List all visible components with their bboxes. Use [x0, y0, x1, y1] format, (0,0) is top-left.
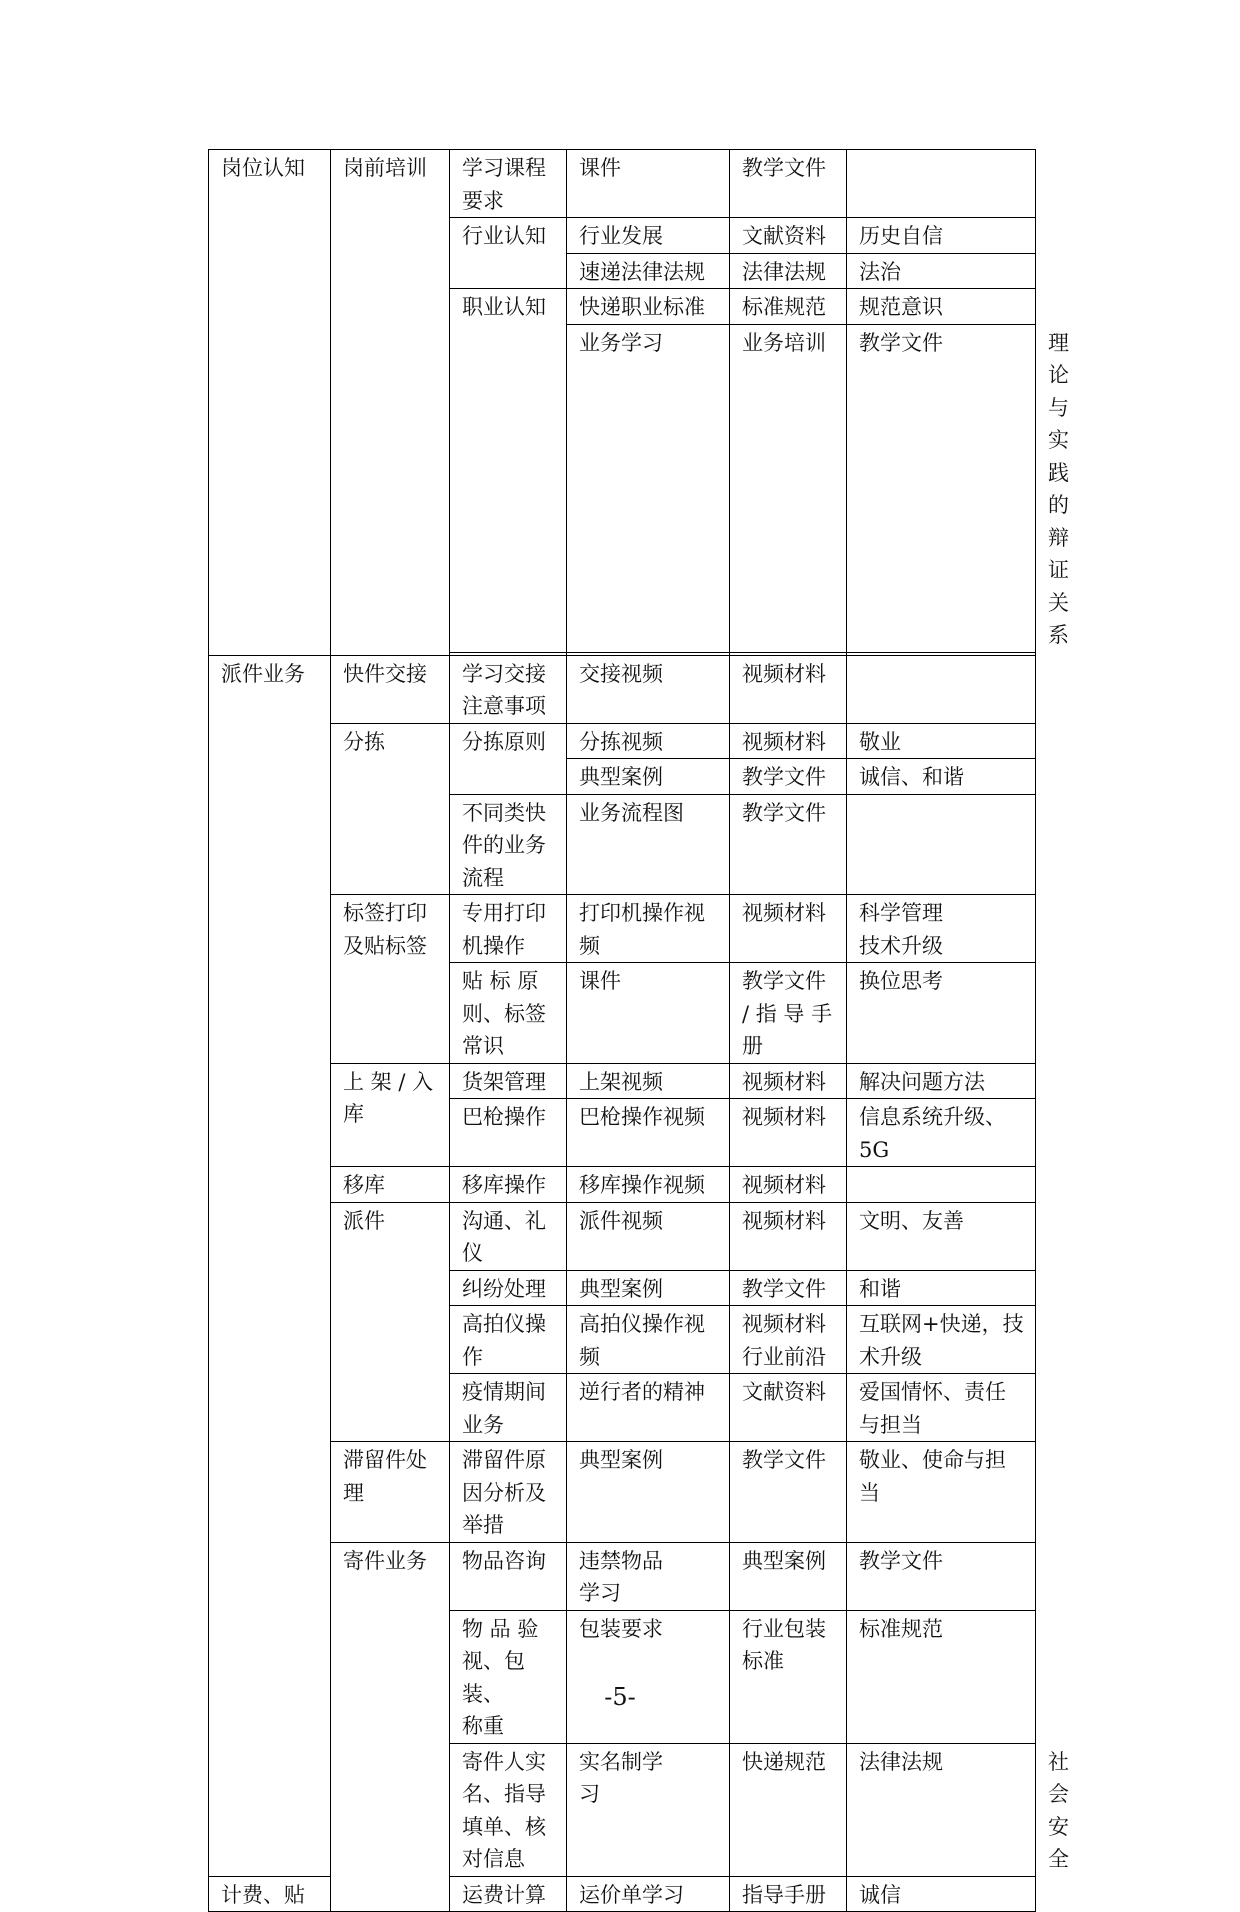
table-cell: 物品咨询: [450, 1542, 567, 1610]
table-cell: 业务流程图: [567, 794, 730, 895]
table-cell: 课件: [567, 963, 730, 1064]
table-cell: 快递规范: [730, 1743, 847, 1876]
table-cell: 移库: [331, 1167, 450, 1203]
table-cell: 课件: [567, 150, 730, 218]
table-cell: 解决问题方法: [847, 1063, 1036, 1099]
table-cell: 视频材料: [730, 723, 847, 759]
table-cell: 学习课程 要求: [450, 150, 567, 218]
table-cell: 文明、友善: [847, 1202, 1036, 1270]
table-row: [209, 1167, 1036, 1203]
table-cell: 教学文件: [730, 759, 847, 795]
table-cell: 教学文件 / 指 导 手 册: [730, 963, 847, 1064]
table-cell: 寄件人实 名、指导 填单、核 对信息: [450, 1743, 567, 1876]
table-cell: [847, 794, 1036, 895]
table-cell: 视频材料: [730, 1063, 847, 1099]
course-resource-table: [208, 149, 1069, 1912]
table-row: [209, 150, 1036, 218]
table-cell: [847, 1167, 1036, 1203]
table-cell: 巴枪操作视频: [567, 1099, 730, 1167]
table-cell: 分拣: [331, 723, 450, 895]
table-cell: 业务学习: [567, 324, 730, 652]
table-cell: 文献资料: [730, 1374, 847, 1442]
table-cell: 分拣视频: [567, 723, 730, 759]
table-cell: 行业发展: [567, 218, 730, 254]
table-cell: 包装要求: [567, 1610, 730, 1743]
table-cell: 逆行者的精神: [567, 1374, 730, 1442]
table-cell: 速递法律法规: [567, 253, 730, 289]
table-row: 业务学习 业务培训 教学文件 理论与实践的辩 证关系: [209, 324, 1036, 652]
table-cell: 教学文件: [730, 794, 847, 895]
table-cell: 诚信: [847, 1876, 1036, 1912]
table-row: [209, 723, 1036, 759]
table-cell: 教学文件: [730, 1270, 847, 1306]
table-cell: 高拍仪操 作: [450, 1306, 567, 1374]
table-cell: 岗前培训: [331, 150, 450, 656]
table-cell: 指导手册: [730, 1876, 847, 1912]
table-cell: 高拍仪操作视 频: [567, 1306, 730, 1374]
table-row: [209, 895, 1036, 963]
table-cell: 上 架 / 入 库: [331, 1063, 450, 1167]
table-cell: 计费、贴: [209, 1876, 331, 1912]
page-number: -5-: [604, 1683, 636, 1711]
table-cell: 视频材料: [730, 655, 847, 723]
table-cell: 上架视频: [567, 1063, 730, 1099]
table-cell: [847, 655, 1036, 723]
table-cell: 标准规范: [847, 1610, 1036, 1743]
table-row: 寄件人实 名、指导 填单、核 对信息 实名制学 习 快递规范 法律法规 社会安全: [209, 1743, 1036, 1876]
table-cell: 法治: [847, 253, 1036, 289]
table-cell: 教学文件: [847, 1542, 1036, 1610]
table-cell: 沟通、礼 仪: [450, 1202, 567, 1270]
table-cell: 违禁物品 学习: [567, 1542, 730, 1610]
table-cell: 教学文件: [730, 1442, 847, 1543]
table-cell: 历史自信: [847, 218, 1036, 254]
table-cell: 文献资料: [730, 218, 847, 254]
table-cell: 纠纷处理: [450, 1270, 567, 1306]
table-cell: 标签打印 及贴标签: [331, 895, 450, 1064]
table-cell: 打印机操作视 频: [567, 895, 730, 963]
table-cell: 标准规范: [730, 289, 847, 325]
table-cell: 行业包装标准: [730, 1610, 847, 1743]
table-cell: 互联网+快递，技 术升级: [847, 1306, 1036, 1374]
table-cell: 派件: [331, 1202, 450, 1442]
table-cell: 运费计算: [450, 1876, 567, 1912]
table-cell: 派件业务: [209, 655, 331, 1876]
table-cell: 滞留件处 理: [331, 1442, 450, 1543]
table-cell: 教学文件: [730, 150, 847, 218]
table-cell: 视频材料: [730, 1202, 847, 1270]
table-cell: 疫情期间 业务: [450, 1374, 567, 1442]
table-cell: 视频材料: [730, 1167, 847, 1203]
table-cell: 法律法规: [730, 253, 847, 289]
table-cell: 派件视频: [567, 1202, 730, 1270]
table-cell: 视频材料: [730, 895, 847, 963]
table-cell: 信息系统升级、 5G: [847, 1099, 1036, 1167]
table-cell: 专用打印 机操作: [450, 895, 567, 963]
table-cell: 职业认知: [450, 289, 567, 653]
table-cell: 规范意识: [847, 289, 1036, 325]
table-cell: 货架管理: [450, 1063, 567, 1099]
table-cell: 业务培训: [730, 324, 847, 652]
table-cell: 贴 标 原 则、标签 常识: [450, 963, 567, 1064]
table-cell: 典型案例: [567, 1442, 730, 1543]
table-row: [209, 655, 1036, 723]
table-cell: 典型案例: [730, 1542, 847, 1610]
table-cell: 典型案例: [567, 759, 730, 795]
table-cell: 教学文件: [847, 324, 1036, 652]
table-cell: 岗位认知: [209, 150, 331, 656]
table-cell: 科学管理 技术升级: [847, 895, 1036, 963]
table-cell: [847, 150, 1036, 218]
table-cell: 分拣原则: [450, 723, 567, 794]
table-cell: 视频材料: [730, 1099, 847, 1167]
table-body: [209, 150, 1069, 1912]
table-cell: 敬业、使命与担 当: [847, 1442, 1036, 1543]
table-cell: 学习交接 注意事项: [450, 655, 567, 723]
table-row: [209, 1063, 1036, 1099]
table-row: [209, 1542, 1036, 1610]
table-cell: 典型案例: [567, 1270, 730, 1306]
table-cell: 不同类快 件的业务 流程: [450, 794, 567, 895]
table-cell: 实名制学 习: [567, 1743, 730, 1876]
table-cell: 滞留件原 因分析及 举措: [450, 1442, 567, 1543]
table-cell: 交接视频: [567, 655, 730, 723]
table-cell: 移库操作视频: [567, 1167, 730, 1203]
table-cell: 物 品 验 视、包装、 称重: [450, 1610, 567, 1743]
table-row: [209, 1442, 1036, 1543]
table-row: [209, 1202, 1036, 1270]
table-cell: 法律法规: [847, 1743, 1036, 1876]
table-cell: 敬业: [847, 723, 1036, 759]
table-cell: 快件交接: [331, 655, 450, 723]
table-cell: 行业认知: [450, 218, 567, 289]
table-cell: 巴枪操作: [450, 1099, 567, 1167]
table-cell: 换位思考: [847, 963, 1036, 1064]
table-cell: 快递职业标准: [567, 289, 730, 325]
table-cell: 诚信、和谐: [847, 759, 1036, 795]
table-cell: 寄件业务: [331, 1542, 450, 1912]
table-cell: 爱国情怀、责任 与担当: [847, 1374, 1036, 1442]
table-cell: 视频材料 行业前沿: [730, 1306, 847, 1374]
table-cell: 移库操作: [450, 1167, 567, 1203]
table-cell: 和谐: [847, 1270, 1036, 1306]
table-cell: 运价单学习: [567, 1876, 730, 1912]
